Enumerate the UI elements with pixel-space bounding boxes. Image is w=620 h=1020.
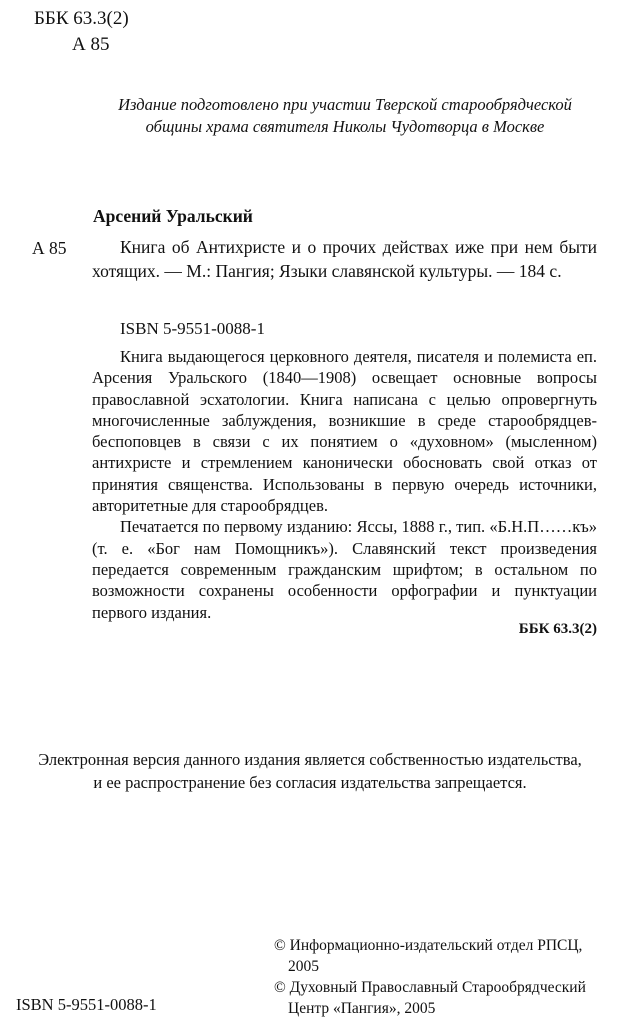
copyright-line: © Информационно-издательский отдел РПСЦ, [274, 937, 583, 954]
electronic-note-line: и ее распространение без согласия издательства запрещается. [93, 773, 527, 792]
isbn-footer: ISBN 5-9551-0088-1 [16, 995, 157, 1014]
isbn: ISBN 5-9551-0088-1 [120, 319, 265, 338]
author-mark: А 85 [72, 34, 110, 55]
author-mark-side: А 85 [32, 238, 67, 258]
copyright-line: Центр «Пангия», 2005 [288, 1000, 436, 1017]
copyright-line: © Духовный Православный Старообрядческий [274, 979, 586, 996]
electronic-note-line: Электронная версия данного издания является собственностью издательства, [38, 750, 582, 769]
annotation-paragraph: Книга выдающегося церковного деятеля, писателя и полемиста еп. Арсения Уральского (1840—1908) освещает основные вопросы православной эсхатологии. Книга написана с целью опровергнуть многочисленные заблуждения, возникшие в среде старообрядцев-беспоповцев в связи с их понятием о «духовном» (мысленном) антихристе и стремлением канонически обосновать свой отказ от принятия священства. Использованы в первую очередь источники, авторитетные для старообрядцев. [92, 347, 597, 516]
support-note-line: общины храма святителя Николы Чудотворца в Москве [145, 117, 545, 136]
bbk-code-bottom: ББК 63.3(2) [518, 621, 597, 637]
support-note-line: Издание подготовлено при участии Тверской старообрядческой [118, 95, 572, 114]
copyright-block [274, 935, 614, 1019]
book-title-description: Книга об Антихристе и о прочих действах иже при нем быти хотящих. — М.: Пангия; Языки славянской культуры. — 184 с. [92, 237, 597, 281]
author-name: Арсений Уральский [93, 206, 253, 226]
copyright-line: 2005 [288, 958, 319, 975]
annotation-paragraph: Печатается по первому изданию: Яссы, 1888 г., тип. «Б.Н.П……къ» (т. е. «Бог нам Помощникъ»). Славянский текст произведения передается современным гражданским шрифтом; в остальном по возможности сохранены особенности орфографии и пунктуации первого издания. [92, 517, 597, 622]
electronic-version-note [0, 748, 620, 794]
bbk-code: ББК 63.3(2) [34, 8, 129, 29]
annotation [92, 346, 597, 623]
support-note [60, 94, 620, 138]
